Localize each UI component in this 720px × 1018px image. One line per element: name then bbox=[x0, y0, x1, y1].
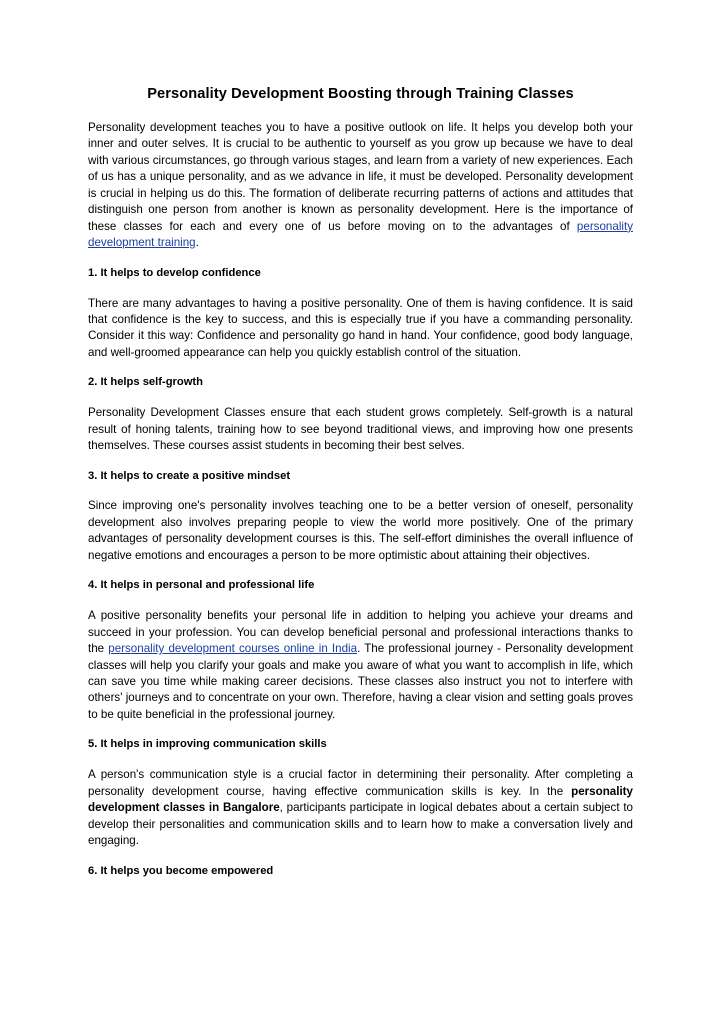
section-heading bbox=[88, 578, 633, 594]
text-run: 5. It helps in improving communication skills bbox=[88, 738, 327, 751]
document-body bbox=[88, 85, 633, 893]
bold-text: personality development classes in Bangalore bbox=[88, 784, 633, 815]
text-run: 1. It helps to develop confidence bbox=[88, 266, 261, 279]
section-heading bbox=[88, 266, 633, 282]
text-run: , participants participate in logical debates about a certain subject to develop their personalities and communication skills and to learn how to make a conversation lively and engaging. bbox=[88, 801, 633, 848]
section-heading bbox=[88, 737, 633, 753]
inline-link[interactable]: personality development courses online in India bbox=[108, 642, 358, 656]
paragraph bbox=[88, 767, 633, 849]
page-title: Personality Development Boosting through Training Classes bbox=[147, 86, 574, 102]
text-run: Personality development teaches you to have a positive outlook on life. It helps you develop both your inner and outer selves. It is crucial to be authentic to yourself as you grow up because we have to deal with various circumstances, go through various stages, and learn from a variety of new experiences. Each of us has a unique personality, and as we advance in life, it must be developed. Personality development is crucial in helping us do this. The formation of deliberate recurring patterns of actions and attitudes that distinguish one person from another is known as personality development. Here is the importance of these classes for each and every one of us before moving on to the advantages of bbox=[88, 120, 633, 233]
paragraph bbox=[88, 405, 633, 454]
paragraph bbox=[88, 498, 633, 564]
text-run: 4. It helps in personal and professional life bbox=[88, 579, 315, 592]
text-run: Personality Development Classes ensure that each student grows completely. Self-growth is a natural result of honing talents, training how to see beyond traditional views, and improving how one presents themselves. These courses assist students in becoming their best selves. bbox=[88, 406, 633, 453]
text-run: . bbox=[195, 236, 199, 250]
text-run: A positive personality benefits your personal life in addition to helping you achieve your dreams and succeed in your profession. You can develop beneficial personal and professional interactions thanks to the bbox=[88, 609, 633, 656]
section-heading bbox=[88, 864, 633, 880]
paragraph bbox=[88, 296, 633, 362]
text-run: There are many advantages to having a positive personality. One of them is having confidence. It is said that confidence is the key to success, and this is especially true if you have a commanding personality. Consider it this way: Confidence and personality go hand in hand. Your confidence, good body language, and well-groomed appearance can help you quickly establish control of the situation. bbox=[88, 296, 633, 359]
text-run: 2. It helps self-growth bbox=[88, 376, 203, 389]
paragraph bbox=[88, 608, 633, 723]
inline-link[interactable]: personality development training bbox=[88, 219, 633, 250]
section-heading bbox=[88, 469, 633, 485]
text-run: . The professional journey - Personality development classes will help you clarify your goals and make you aware of what you want to accomplish in life, which can save you time while making career decisions. These classes also instruct you not to interfere with others' journeys and to concentrate on your own. Therefore, having a clear vision and setting goals proves to be quite beneficial in the professional journey. bbox=[88, 642, 633, 721]
paragraph bbox=[88, 120, 633, 252]
text-run: 3. It helps to create a positive mindset bbox=[88, 469, 291, 482]
text-run: 6. It helps you become empowered bbox=[88, 864, 274, 877]
document-blocks bbox=[88, 120, 633, 879]
section-heading bbox=[88, 375, 633, 391]
text-run: A person's communication style is a crucial factor in determining their personality. After completing a personality development course, having effective communication skills is key. In the bbox=[88, 768, 633, 798]
text-run: Since improving one's personality involves teaching one to be a better version of oneself, personality development also involves preparing people to view the world more positively. One of the primary advantages of personality development courses is this. The self-effort diminishes the overall influence of negative emotions and encourages a person to be more optimistic about attaining their objectives. bbox=[88, 499, 633, 562]
